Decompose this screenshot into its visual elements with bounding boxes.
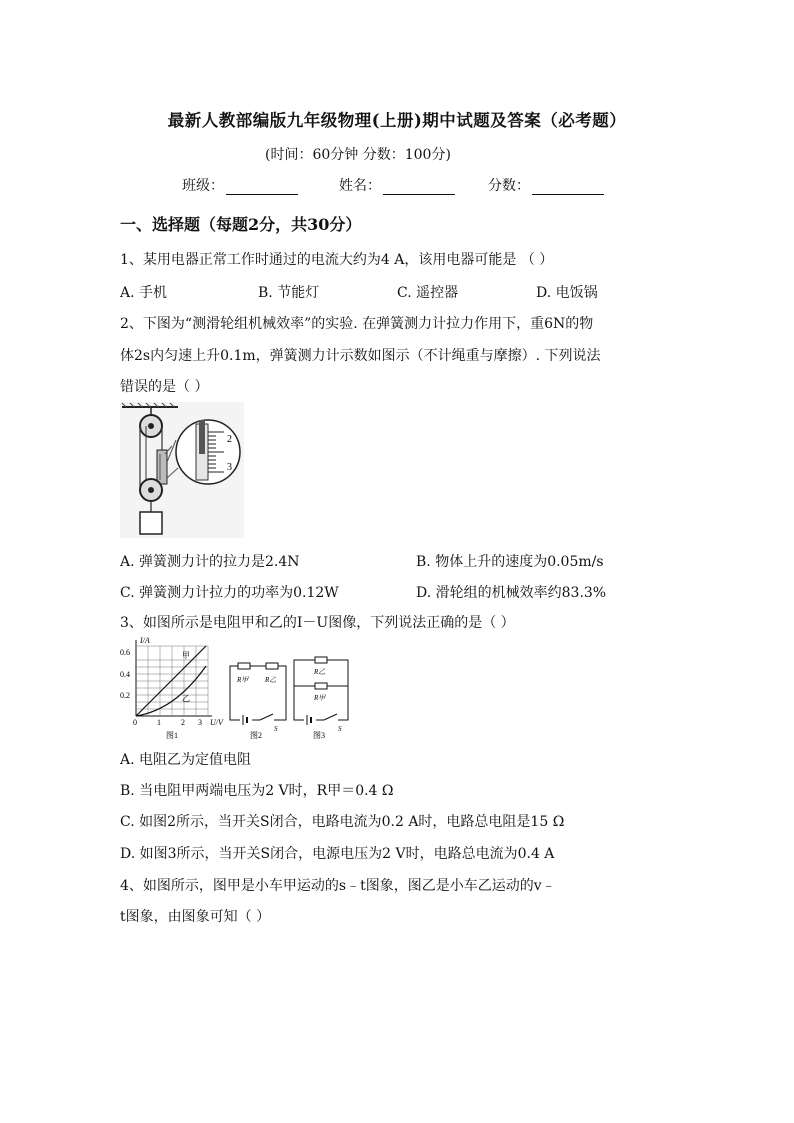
class-blank <box>226 180 298 195</box>
circuit3-r-jia: R甲 <box>314 694 326 702</box>
section-heading: 一、选择题（每题2分，共30分） <box>120 215 362 234</box>
q3-option-c: C. 如图2所示，当开关S闭合，电路电流为0.2 A时，电路总电阻是15 Ω <box>120 814 565 830</box>
score-blank <box>532 180 604 195</box>
name-field <box>339 175 455 195</box>
q2-option-c: C. 弹簧测力计拉力的功率为0.12W <box>120 585 339 601</box>
page-title: 最新人教部编版九年级物理(上册)期中试题及答案（必考题） <box>167 111 627 130</box>
y-tick-04: 0.4 <box>120 670 130 679</box>
circuit2-r-jia: R甲 <box>237 676 249 684</box>
question-1-stem: 1、某用电器正常工作时通过的电流大约为4 A，该用电器可能是 （ ） <box>120 252 554 268</box>
x-tick-3: 3 <box>198 718 202 727</box>
score-label: 分数： <box>488 178 530 194</box>
scale-label-3: 3 <box>227 462 232 473</box>
q1-option-c: C. 遥控器 <box>397 285 459 301</box>
x-tick-0: 0 <box>133 718 137 727</box>
graph-ylabel: I/A <box>140 636 150 645</box>
curve-label-yi: 乙 <box>182 694 190 703</box>
score-field <box>488 175 604 195</box>
exam-subtitle: (时间：60分钟 分数：100分) <box>265 147 451 163</box>
class-field <box>182 175 298 195</box>
curve-label-jia: 甲 <box>182 651 190 660</box>
q2-option-b: B. 物体上升的速度为0.05m/s <box>416 554 604 570</box>
circuit2-r-yi: R乙 <box>265 676 277 684</box>
q1-option-d: D. 电饭锅 <box>536 285 598 301</box>
name-label: 姓名： <box>339 178 381 194</box>
q3-option-a: A. 电阻乙为定值电阻 <box>120 752 252 768</box>
q1-option-b: B. 节能灯 <box>258 285 320 301</box>
question-2-stem-line-3: 错误的是（ ） <box>120 379 209 395</box>
question-4-stem-line-2: t图象，由图象可知（ ） <box>120 909 271 925</box>
q3-option-d: D. 如图3所示，当开关S闭合，电源电压为2 V时，电路总电流为0.4 A <box>120 846 555 862</box>
q1-option-a: A. 手机 <box>120 285 168 301</box>
circuit3-r-yi: R乙 <box>314 668 326 676</box>
scale-label-2: 2 <box>227 434 232 445</box>
question-4-stem-line-1: 4、如图所示，图甲是小车甲运动的s﹣t图象，图乙是小车乙运动的v﹣ <box>120 878 556 894</box>
fig-label-1: 图1 <box>166 731 178 740</box>
fig-label-2: 图2 <box>250 731 262 740</box>
q2-option-a: A. 弹簧测力计的拉力是2.4N <box>120 554 300 570</box>
graph-xlabel: U/V <box>210 718 223 727</box>
iu-graph-figure <box>120 634 354 746</box>
y-tick-02: 0.2 <box>120 691 130 700</box>
x-tick-2: 2 <box>181 718 185 727</box>
circuit3-switch-label: S <box>338 725 342 733</box>
x-tick-1: 1 <box>157 718 161 727</box>
y-tick-06: 0.6 <box>120 648 130 657</box>
fig-label-3: 图3 <box>313 731 325 740</box>
name-blank <box>383 180 455 195</box>
question-2-stem-line-2: 体2s内匀速上升0.1m，弹簧测力计示数如图示（不计绳重与摩擦）. 下列说法 <box>120 348 601 364</box>
question-3-stem: 3、如图所示是电阻甲和乙的I－U图像，下列说法正确的是（ ） <box>120 615 515 631</box>
class-label: 班级： <box>182 178 224 194</box>
q2-option-d: D. 滑轮组的机械效率约83.3% <box>416 585 607 601</box>
pulley-figure <box>120 402 244 542</box>
circuit2-switch-label: S <box>274 725 278 733</box>
q3-option-b: B. 当电阻甲两端电压为2 V时，R甲＝0.4 Ω <box>120 783 394 799</box>
question-2-stem-line-1: 2、下图为“测滑轮组机械效率”的实验. 在弹簧测力计拉力作用下，重6N的物 <box>120 316 594 332</box>
